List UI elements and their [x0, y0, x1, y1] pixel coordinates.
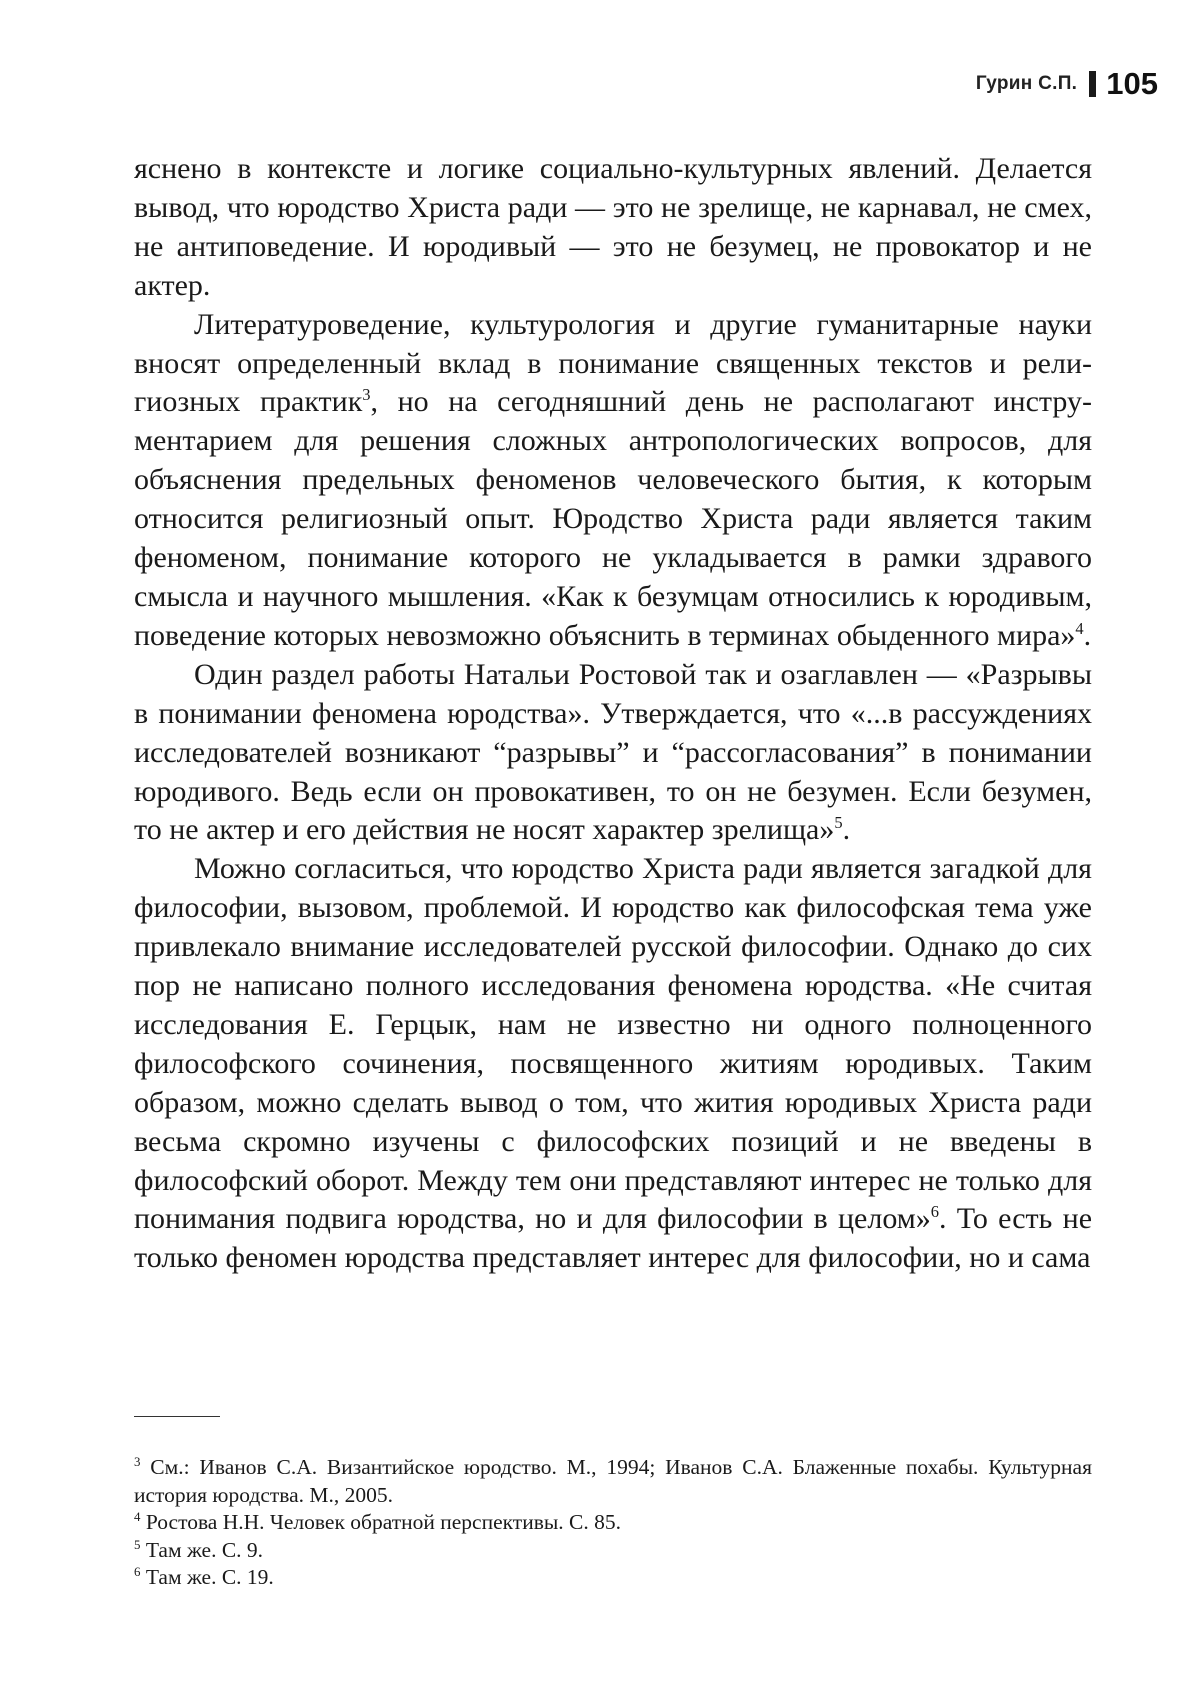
- footnote-ref: 4: [1075, 618, 1084, 638]
- footnote-text: Там же. С. 9.: [145, 1537, 264, 1562]
- paragraph-text: Можно согласиться, что юродство Христа ради является загадкой для философии, вызовом, проблемой. И юродство как философская тема уже привлекало внимание исследователей русской философии. Однако до сих пор не написано полного исследования феномена юродства. «Не считая исследования Е. Герцык, нам не известно ни одного полноценного философского сочинения, посвященного житиям юродивых. Таким образом, можно сделать вывод о том, что жития юродивых Христа ради весьма скромно изучены с философских позиций и не введены в философский оборот. Между тем они представляют интерес не только для понимания подвига юродства, но и для философии в целом»: [134, 852, 1092, 1236]
- footnote-separator: [134, 1416, 220, 1417]
- paragraph: [134, 850, 1092, 1278]
- paragraph-text: , но на сегодняшний день не располагают инструментарием для решения сложных антропологических вопросов, для объяснения предельных феноменов человеческого бытия, к которым относится религиозный опыт. Юродство Христа ради является таким феноменом, понимание которого не укладывается в рамки здравого смысла и научного мышления. «Как к безумцам относились к юродивым, поведение которых невозможно объяснить в терминах обыденного мира»: [134, 385, 1092, 652]
- paragraph-text: яснено в контексте и логике социально-культурных явлений. Делается вывод, что юродство Христа ради — это не зрелище, не карнавал, не смех, не антиповедение. И юродивый — это не безумец, не провокатор и не актер.: [134, 152, 1092, 302]
- running-head: [976, 66, 1158, 102]
- paragraph: [134, 150, 1092, 306]
- footnote-number: 4: [134, 1509, 141, 1524]
- footnote-text: Там же. С. 19.: [145, 1565, 274, 1589]
- paragraph-text: . То есть не только феномен юродства представляет интерес для философии, но и сама: [134, 1202, 1093, 1275]
- paragraph-text: Один раздел работы Натальи Ростовой так и озаглавлен — «Разрывы в понимании феномена юродства». Утверждается, что «...в рассуждениях исследователей возникают “разрывы” и “рассогласования” в понимании юродивого. Ведь если он провокативен, то он не безумен. Если безумен, то не актер и его действия не носят характер зрелища»: [134, 657, 1092, 847]
- footnote-text: Ростова Н.Н. Человек обратной перспективы. С. 85.: [145, 1510, 622, 1534]
- footnote: [134, 1454, 1092, 1509]
- main-text: [134, 150, 1092, 1278]
- paragraph-text: Литературоведение, культурология и другие гуманитарные науки вносят определенный вклад в понимание священных текстов и религиозных практик: [134, 307, 1092, 419]
- paragraph-text: .: [1083, 618, 1092, 652]
- footnote-number: 5: [134, 1537, 141, 1552]
- paragraph: [134, 306, 1092, 656]
- page-number: 105: [1106, 66, 1158, 101]
- footnote-ref: 3: [362, 385, 371, 405]
- footnote: [134, 1537, 1092, 1565]
- running-head-author: Гурин С.П.: [975, 73, 1078, 94]
- footnote-text: См.: Иванов С.А. Византийское юродство. М., 1994; Иванов С.А. Блаженные похабы. Культурная история юродства. М., 2005.: [134, 1455, 1092, 1507]
- footnote-number: 6: [134, 1564, 141, 1579]
- running-head-divider: [1089, 71, 1096, 97]
- footnote: [134, 1509, 1092, 1537]
- footnote-ref: 5: [834, 813, 843, 833]
- footnote-ref: 6: [930, 1202, 940, 1222]
- paragraph: [134, 656, 1092, 851]
- paragraph-text: .: [842, 813, 851, 847]
- footnote: [134, 1564, 1092, 1592]
- footnotes: [134, 1454, 1092, 1592]
- footnote-number: 3: [134, 1454, 141, 1469]
